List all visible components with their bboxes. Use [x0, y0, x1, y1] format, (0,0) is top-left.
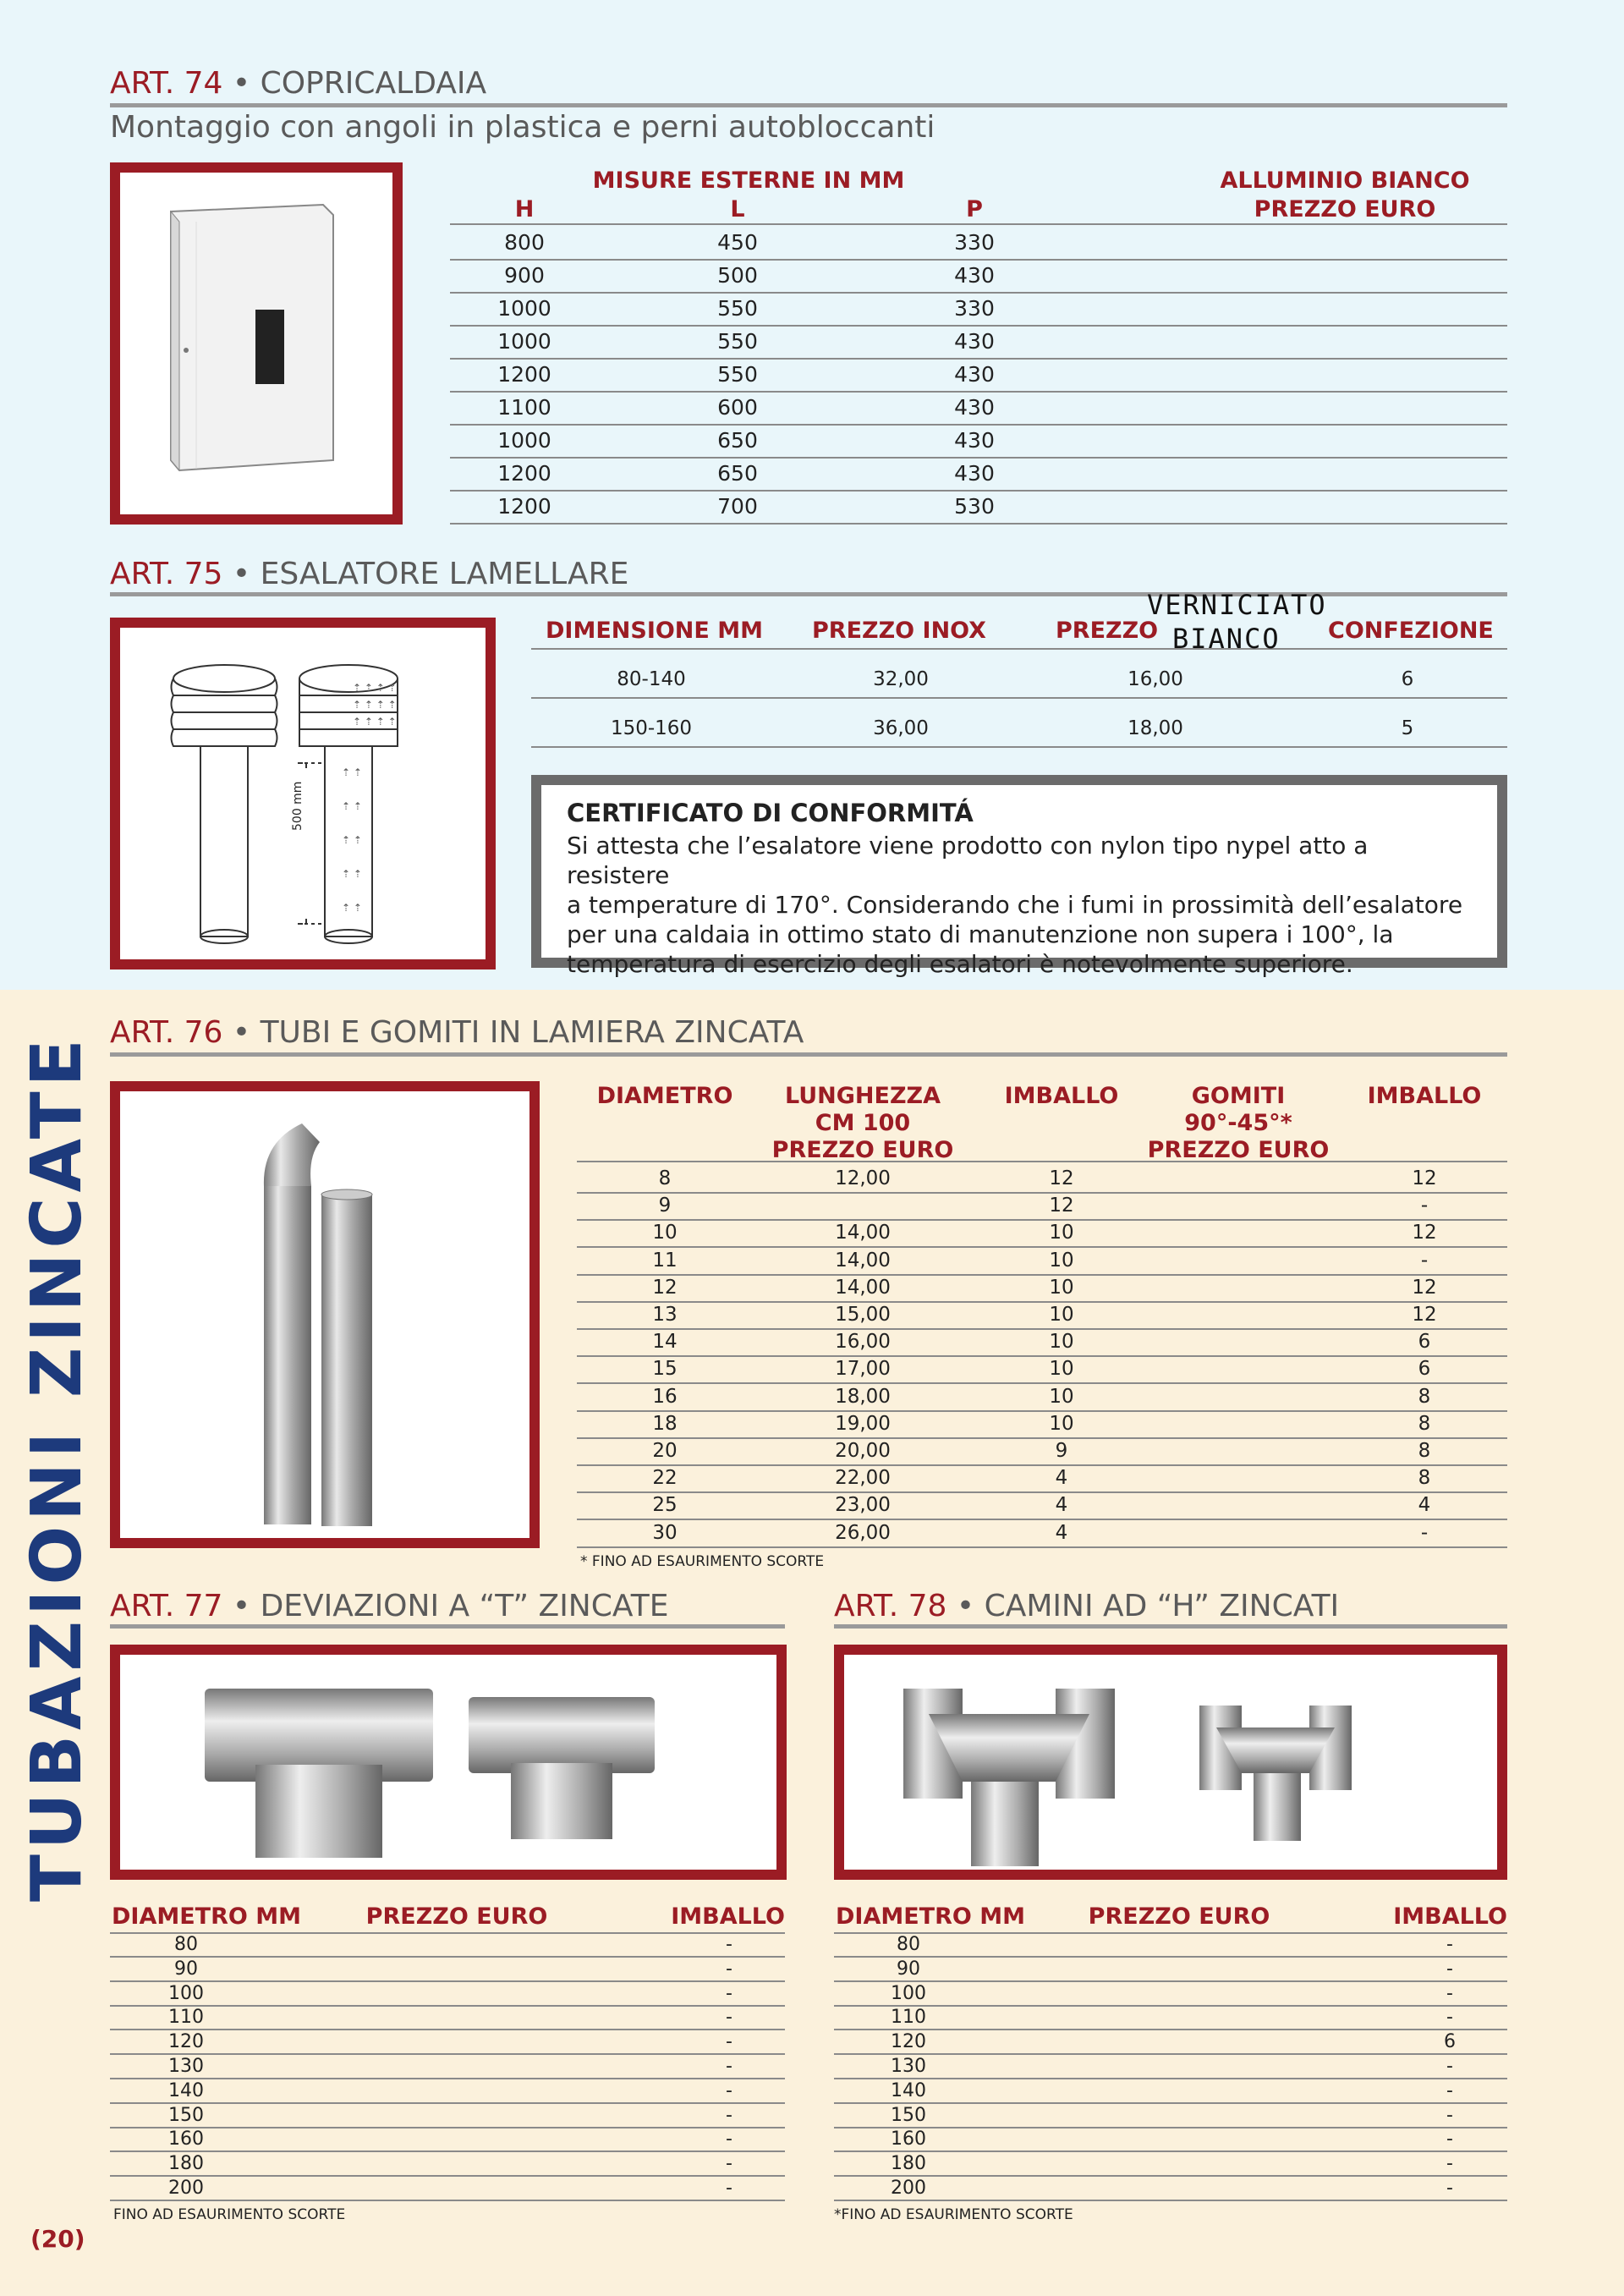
svg-text:⇡ ⇡ ⇡ ⇡: ⇡ ⇡ ⇡ ⇡ [353, 716, 397, 728]
art77-row-rule [110, 2200, 785, 2201]
art78-col-header: DIAMETRO MM [836, 1903, 1025, 1930]
art77-cell: 90 [174, 1958, 198, 1980]
art74-col-header: P [966, 196, 983, 222]
art78-row-rule [834, 1980, 1507, 1982]
art74-row-rule [450, 490, 1507, 492]
diagram-height-label: 500 mm [291, 781, 304, 831]
art74-cell: 1200 [497, 362, 551, 387]
art76-cell: 13 [652, 1304, 678, 1326]
art78-cell: - [1446, 2104, 1453, 2126]
art76-cell: 22,00 [835, 1467, 891, 1490]
art76-cell: 19,00 [835, 1412, 891, 1435]
art75-col-header: DIMENSIONE MM [546, 618, 763, 644]
art76-cell: 25 [652, 1494, 678, 1517]
art78-cell: 180 [891, 2153, 926, 2175]
art74-header-rule [450, 223, 1507, 225]
art76-cell: 8 [1418, 1467, 1431, 1490]
art76-cell: 8 [1418, 1412, 1431, 1435]
svg-text:⇡ ⇡: ⇡ ⇡ [342, 800, 362, 812]
art76-cell: 12,00 [835, 1167, 891, 1189]
h-chimney-image [844, 1655, 1497, 1870]
art74-row-rule [450, 523, 1507, 525]
art77-cell: 100 [168, 1982, 204, 2004]
art76-cell: 14,00 [835, 1249, 891, 1272]
art77-footnote: FINO AD ESAURIMENTO SCORTE [113, 2206, 346, 2223]
art76-name: • TUBI E GOMITI IN LAMIERA ZINCATA [232, 1015, 804, 1050]
art76-cell: 26,00 [835, 1521, 891, 1544]
t-fittings-image [120, 1655, 776, 1870]
art75-row-rule [531, 746, 1507, 748]
art78-cell: - [1446, 1982, 1453, 2004]
art78-row-rule [834, 2005, 1507, 2007]
art74-cell: 430 [954, 428, 995, 453]
art76-row-rule [577, 1328, 1507, 1330]
art77-col-header: PREZZO EURO [365, 1903, 548, 1930]
art77-cell: - [726, 2007, 732, 2029]
art78-cell: 120 [891, 2031, 926, 2053]
art74-cell: 430 [954, 395, 995, 420]
art76-cell: 18,00 [835, 1385, 891, 1408]
art75-name: • ESALATORE LAMELLARE [232, 557, 629, 591]
certificate-line-4: temperatura di esercizio degli esalatori è notevolmente superiore. [567, 950, 1353, 978]
art74-cell: 530 [954, 494, 995, 519]
art77-photo-frame [110, 1645, 787, 1880]
art75-number: ART. 75 [110, 557, 223, 591]
art78-cell: - [1446, 2128, 1453, 2150]
certificate-line-3: per una caldaia in ottimo stato di manutenzione non supera i 100°, la [567, 920, 1394, 948]
art77-row-rule [110, 2078, 785, 2079]
art76-cell: 10 [1049, 1249, 1074, 1272]
svg-text:⇡ ⇡: ⇡ ⇡ [342, 766, 362, 778]
art74-row-rule [450, 424, 1507, 426]
art78-rule [834, 1624, 1507, 1629]
art74-cell: 500 [717, 263, 758, 288]
art78-cell: 150 [891, 2104, 926, 2126]
art77-row-rule [110, 2150, 785, 2152]
art77-number: ART. 77 [110, 1589, 223, 1623]
art76-cell: 20 [652, 1440, 678, 1462]
art76-cell: 15,00 [835, 1304, 891, 1326]
art75-cell: 6 [1401, 668, 1414, 690]
art74-row-rule [450, 457, 1507, 459]
art77-cell: 200 [168, 2178, 204, 2199]
certificate-line-1: Si attesta che l’esalatore viene prodotto con nylon tipo nypel atto a resistere [567, 832, 1369, 889]
art74-row-rule [450, 292, 1507, 294]
art76-cell: 10 [1049, 1276, 1074, 1299]
art76-cell: 10 [1049, 1304, 1074, 1326]
art76-cell: 10 [1049, 1385, 1074, 1408]
art78-cell: - [1446, 2178, 1453, 2199]
art76-cell: 12 [1412, 1304, 1437, 1326]
art76-cell: 8 [658, 1167, 672, 1189]
art74-cell: 430 [954, 329, 995, 354]
art78-cell: 110 [891, 2007, 926, 2029]
art76-cell: 15 [652, 1358, 678, 1381]
art76-cell: 10 [1049, 1412, 1074, 1435]
art78-cell: - [1446, 1934, 1453, 1955]
art74-cell: 650 [717, 461, 758, 486]
art77-col-header: DIAMETRO MM [112, 1903, 301, 1930]
art77-title [110, 1589, 668, 1623]
art77-cell: - [726, 1958, 732, 1980]
art78-cell: - [1446, 2079, 1453, 2101]
art77-cell: - [726, 2153, 732, 2175]
svg-text:⇡ ⇡: ⇡ ⇡ [342, 902, 362, 914]
art76-row-rule [577, 1274, 1507, 1276]
art77-cell: - [726, 2104, 732, 2126]
art76-cell: 12 [1049, 1195, 1074, 1217]
art75-title [110, 557, 628, 591]
art76-cell: 14 [652, 1331, 678, 1354]
art78-cell: 200 [891, 2178, 926, 2199]
art75-col-header: PREZZO INOX [812, 618, 986, 644]
art74-cell: 800 [504, 230, 545, 255]
art76-cell: 20,00 [835, 1440, 891, 1462]
art74-cell: 330 [954, 296, 995, 321]
art76-cell: 14,00 [835, 1222, 891, 1244]
art78-row-rule [834, 2200, 1507, 2201]
art76-cell: 18 [652, 1412, 678, 1435]
art74-cell: 1100 [497, 395, 551, 420]
certificate-line-2: a temperature di 170°. Considerando che i fumi in prossimità dell’esalatore [567, 891, 1463, 919]
svg-text:⇡ ⇡: ⇡ ⇡ [342, 868, 362, 880]
art78-cell: 160 [891, 2128, 926, 2150]
art78-col-header: PREZZO EURO [1088, 1903, 1270, 1930]
art78-row-rule [834, 2127, 1507, 2128]
art78-title [834, 1589, 1339, 1623]
art77-cell: - [726, 2128, 732, 2150]
art76-cell: 9 [658, 1195, 672, 1217]
handwritten-note-line1: VERNICIATO [1147, 589, 1327, 621]
art74-row-rule [450, 259, 1507, 261]
art75-cell: 16,00 [1127, 668, 1183, 690]
art76-cell: 30 [652, 1521, 678, 1544]
art78-cell: - [1446, 2056, 1453, 2077]
art76-cell: 6 [1418, 1331, 1431, 1354]
art74-cell: 1200 [497, 461, 551, 486]
art76-cell: 4 [1418, 1494, 1431, 1517]
art75-cell: 32,00 [873, 668, 929, 690]
art78-row-rule [834, 2053, 1507, 2055]
art77-cell: - [726, 1934, 732, 1955]
art76-cell: 16 [652, 1385, 678, 1408]
handwritten-note-line2: BIANCO [1172, 623, 1281, 655]
art77-cell: - [726, 1982, 732, 2004]
art77-cell: - [726, 2056, 732, 2077]
svg-text:⇡ ⇡ ⇡ ⇡: ⇡ ⇡ ⇡ ⇡ [353, 682, 397, 694]
art77-row-rule [110, 1956, 785, 1958]
art78-row-rule [834, 2102, 1507, 2104]
art74-cell: 1000 [497, 428, 551, 453]
art75-cell: 5 [1401, 717, 1414, 739]
art77-cell: 110 [168, 2007, 204, 2029]
art77-cell: 150 [168, 2104, 204, 2126]
art77-cell: - [726, 2178, 732, 2199]
art74-col-header: H [514, 196, 535, 222]
conformity-certificate [531, 775, 1507, 978]
art77-row-rule [110, 1980, 785, 1982]
art76-col-header: 90°-45°* [1184, 1110, 1292, 1136]
svg-text:⇡ ⇡ ⇡ ⇡: ⇡ ⇡ ⇡ ⇡ [353, 699, 397, 711]
art75-row-rule [531, 697, 1507, 699]
art78-col-header: IMBALLO [1393, 1903, 1507, 1930]
art75-cell: 18,00 [1127, 717, 1183, 739]
art76-cell: 10 [1049, 1222, 1074, 1244]
art74-cell: 550 [717, 362, 758, 387]
art78-cell: - [1446, 1958, 1453, 1980]
art76-cell: 10 [1049, 1358, 1074, 1381]
art74-row-rule [450, 325, 1507, 327]
art78-row-rule [834, 1956, 1507, 1958]
art74-cell: 700 [717, 494, 758, 519]
art76-cell: 22 [652, 1467, 678, 1490]
page-number: (20) [30, 2225, 85, 2253]
art74-cell: 450 [717, 230, 758, 255]
art76-cell: 23,00 [835, 1494, 891, 1517]
art77-row-rule [110, 2053, 785, 2055]
art74-row-rule [450, 391, 1507, 393]
art74-row-rule [450, 358, 1507, 360]
galvanized-pipes-image [120, 1091, 529, 1538]
art74-number: ART. 74 [110, 66, 223, 101]
art78-cell: 130 [891, 2056, 926, 2077]
art76-title [110, 1015, 804, 1050]
art74-photo-frame [110, 162, 403, 525]
art76-cell: 14,00 [835, 1276, 891, 1299]
art77-cell: 160 [168, 2128, 204, 2150]
art74-cell: 1200 [497, 494, 551, 519]
art78-name: • CAMINI AD “H” ZINCATI [956, 1589, 1340, 1623]
art76-rule [110, 1052, 1507, 1057]
art76-row-rule [577, 1246, 1507, 1248]
certificate-title: CERTIFICATO DI CONFORMITÁ [567, 799, 974, 827]
art74-cell: 900 [504, 263, 545, 288]
art78-row-rule [834, 2175, 1507, 2177]
art76-photo-frame [110, 1081, 540, 1548]
art76-cell: 8 [1418, 1440, 1431, 1462]
art75-col-header: PREZZO [1056, 618, 1159, 644]
art76-row-rule [577, 1546, 1507, 1548]
art76-col-header: IMBALLO [1004, 1083, 1119, 1109]
art76-header-rule [577, 1161, 1507, 1162]
art77-row-rule [110, 2175, 785, 2177]
art74-rule [110, 103, 1507, 107]
art78-row-rule [834, 2150, 1507, 2152]
art76-cell: 12 [1049, 1167, 1074, 1189]
art76-row-rule [577, 1382, 1507, 1384]
art77-row-rule [110, 2127, 785, 2128]
art76-cell: 4 [1055, 1467, 1068, 1490]
art78-cell: 140 [891, 2079, 926, 2101]
art76-row-rule [577, 1192, 1507, 1194]
art75-cell: 36,00 [873, 717, 929, 739]
art76-cell: 9 [1055, 1440, 1068, 1462]
art74-group-header: MISURE ESTERNE IN MM [592, 168, 905, 194]
art77-cell: 80 [174, 1934, 198, 1955]
art75-cell: 150-160 [610, 717, 693, 739]
art76-number: ART. 76 [110, 1015, 223, 1050]
art74-cell: 330 [954, 230, 995, 255]
art76-cell: - [1420, 1195, 1429, 1217]
art74-cell: 550 [717, 296, 758, 321]
art74-cell: 650 [717, 428, 758, 453]
art76-cell: 12 [1412, 1222, 1437, 1244]
art74-cell: 550 [717, 329, 758, 354]
art74-cell: 430 [954, 461, 995, 486]
art74-price-header-1: ALLUMINIO BIANCO [1220, 168, 1470, 194]
art76-cell: 16,00 [835, 1331, 891, 1354]
art78-photo-frame [834, 1645, 1507, 1880]
art76-col-header: DIAMETRO [596, 1083, 733, 1109]
art77-cell: 120 [168, 2031, 204, 2053]
art76-col-header: GOMITI [1191, 1083, 1286, 1109]
art77-rule [110, 1624, 785, 1629]
art76-col-header: IMBALLO [1367, 1083, 1482, 1109]
art78-number: ART. 78 [834, 1589, 947, 1623]
art74-cell: 430 [954, 263, 995, 288]
art78-cell: - [1446, 2153, 1453, 2175]
art76-cell: 10 [652, 1222, 678, 1244]
art77-row-rule [110, 2005, 785, 2007]
art74-cell: 430 [954, 362, 995, 387]
art76-row-rule [577, 1464, 1507, 1466]
art76-col-header: PREZZO EURO [1147, 1137, 1330, 1163]
art78-cell: 80 [897, 1934, 920, 1955]
art74-col-header: L [730, 196, 745, 222]
art77-cell: 140 [168, 2079, 204, 2101]
art76-cell: - [1420, 1521, 1429, 1544]
art76-col-header: LUNGHEZZA [784, 1083, 941, 1109]
art76-col-header: PREZZO EURO [771, 1137, 954, 1163]
art77-row-rule [110, 2029, 785, 2030]
art76-col-header: CM 100 [815, 1110, 911, 1136]
art77-name: • DEVIAZIONI A “T” ZINCATE [232, 1589, 669, 1623]
art77-row-rule [110, 2102, 785, 2104]
art76-footnote: * FINO AD ESAURIMENTO SCORTE [580, 1553, 825, 1570]
art78-row-rule [834, 2078, 1507, 2079]
art77-cell: - [726, 2079, 732, 2101]
art78-footnote: *FINO AD ESAURIMENTO SCORTE [834, 2206, 1073, 2223]
art76-cell: 6 [1418, 1358, 1431, 1381]
art75-cell: 80-140 [617, 668, 686, 690]
art76-row-rule [577, 1355, 1507, 1357]
art75-header-rule [531, 648, 1507, 650]
art76-cell: 17,00 [835, 1358, 891, 1381]
art76-cell: 4 [1055, 1521, 1068, 1544]
art76-row-rule [577, 1219, 1507, 1221]
art77-cell: 180 [168, 2153, 204, 2175]
art76-cell: 12 [652, 1276, 678, 1299]
art76-cell: 8 [1418, 1385, 1431, 1408]
section-vertical-title: TUBAZIONI ZINCATE [17, 1034, 97, 1902]
art78-cell: 100 [891, 1982, 926, 2004]
art74-title [110, 66, 486, 101]
art74-subtitle: Montaggio con angoli in plastica e perni autobloccanti [110, 110, 935, 145]
art77-cell: - [726, 2031, 732, 2053]
art76-row-rule [577, 1519, 1507, 1520]
art74-cell: 1000 [497, 296, 551, 321]
art78-row-rule [834, 2029, 1507, 2030]
boiler-cover-image [120, 173, 392, 514]
art77-col-header: IMBALLO [671, 1903, 785, 1930]
art76-cell: 11 [652, 1249, 678, 1272]
art76-row-rule [577, 1410, 1507, 1412]
art76-cell: - [1420, 1249, 1429, 1272]
art75-diagram-frame [110, 618, 496, 969]
art76-cell: 12 [1412, 1276, 1437, 1299]
art74-price-header-2: PREZZO EURO [1254, 196, 1436, 222]
art78-cell: 6 [1444, 2031, 1456, 2053]
art77-cell: 130 [168, 2056, 204, 2077]
art76-cell: 4 [1055, 1494, 1068, 1517]
svg-text:⇡ ⇡: ⇡ ⇡ [342, 834, 362, 846]
art76-row-rule [577, 1437, 1507, 1439]
art76-cell: 12 [1412, 1167, 1437, 1189]
art78-cell: - [1446, 2007, 1453, 2029]
art78-cell: 90 [897, 1958, 920, 1980]
art74-cell: 600 [717, 395, 758, 420]
art76-row-rule [577, 1491, 1507, 1493]
art74-name: • COPRICALDAIA [232, 66, 487, 101]
art74-cell: 1000 [497, 329, 551, 354]
art76-cell: 10 [1049, 1331, 1074, 1354]
art76-row-rule [577, 1301, 1507, 1303]
art75-col-header: CONFEZIONE [1328, 618, 1494, 644]
